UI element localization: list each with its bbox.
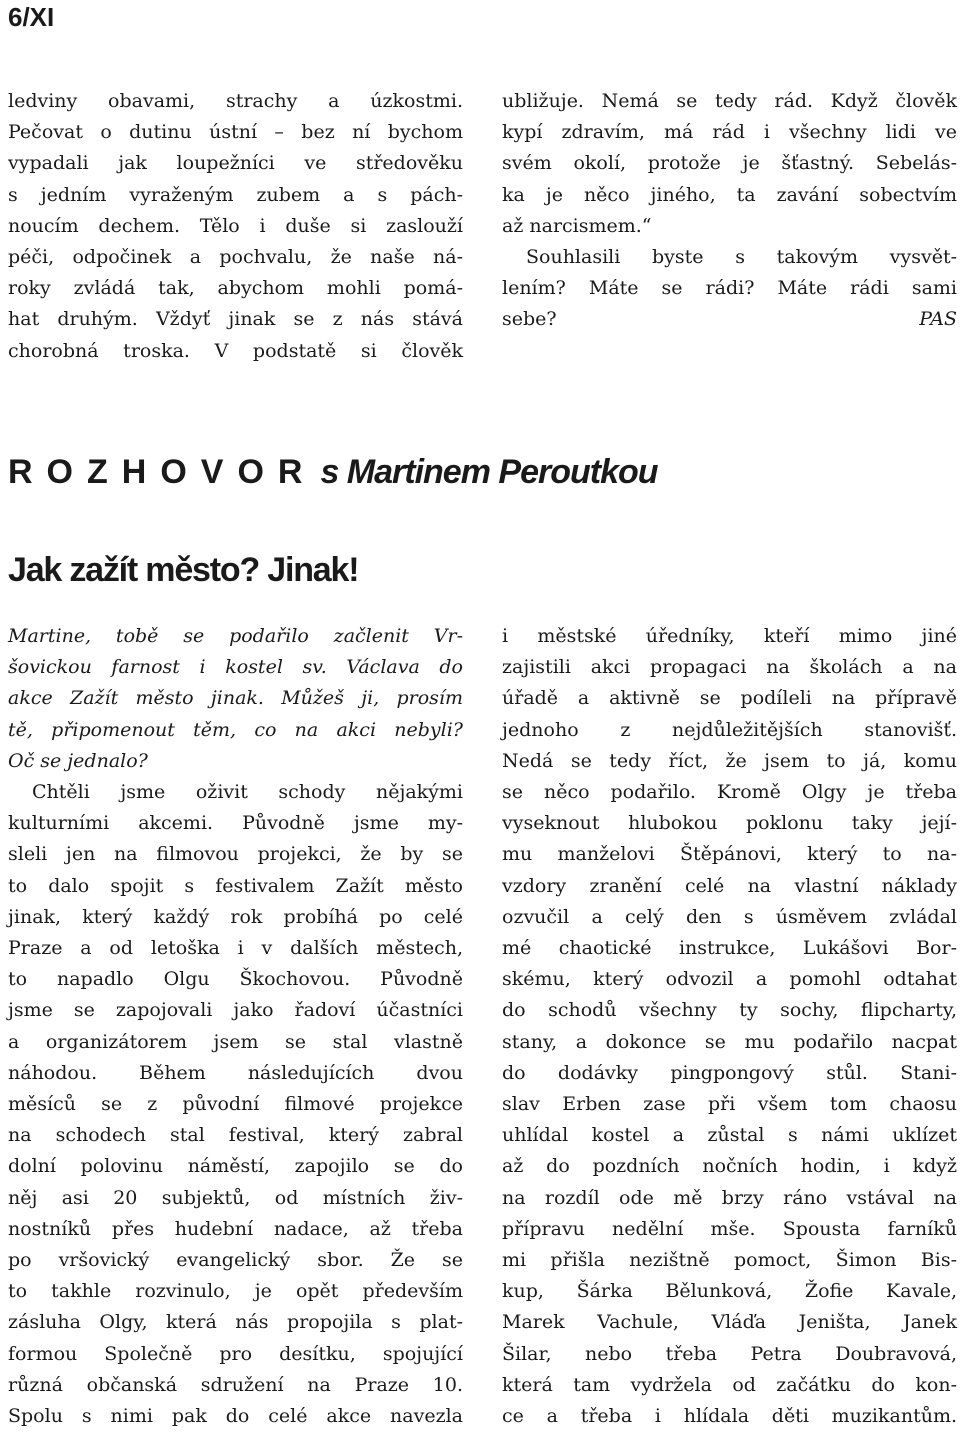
bottom-left-column	[8, 621, 463, 1432]
answer-line: to dalo spojit s festivalem Zažít město	[8, 874, 463, 897]
text-line: ka je něco jiného, ta zavání sobectvím	[502, 183, 957, 206]
answer-line: vzdory zranění celé na vlastní náklady	[502, 874, 957, 897]
answer-line: dolní polovinu náměstí, zapojilo se do	[8, 1155, 463, 1178]
page-number: 6/XI	[8, 2, 55, 32]
answer-line: formou Společně pro desítku, spojující	[8, 1342, 463, 1365]
text-line: s jedním vyraženým zubem a s pách-	[8, 183, 463, 206]
question-line: Martine, tobě se podařilo začlenit Vr-	[8, 625, 463, 647]
text-line: lením? Máte se rádi? Máte rádi sami	[502, 277, 957, 300]
text-line: až narcismem.“	[502, 214, 652, 237]
answer-line: měsíců se z původní filmové projekce	[8, 1093, 463, 1116]
answer-line: a organizátorem jsem se stal vlastně	[8, 1030, 463, 1053]
text-line: svém okolí, protože je šťastný. Sebelás-	[502, 152, 957, 175]
answer-line: vyseknout hlubokou poklonu taky její-	[502, 812, 957, 835]
question-line: Oč se jednalo?	[8, 749, 148, 772]
answer-line: Chtěli jsme oživit schody nějakými	[32, 781, 463, 804]
answer-line: Spolu s nimi pak do celé akce navezla	[8, 1405, 463, 1428]
answer-line: sleli jen na filmovou projekci, že by se	[8, 843, 463, 866]
answer-line: kulturními akcemi. Původně jsme my-	[8, 812, 463, 835]
top-left-column	[8, 86, 463, 367]
text-line: kypí zdravím, má rád i všechny lidi ve	[502, 121, 957, 144]
answer-line: nostníků přes hudební nadace, až třeba	[8, 1217, 463, 1240]
top-right-column	[502, 86, 957, 336]
question-line: akce Zažít město jinak. Můžeš ji, prosím	[8, 687, 463, 710]
text-line: vypadali jak loupežníci ve středověku	[8, 152, 463, 175]
answer-line: to takhle rozvinulo, je opět především	[8, 1280, 463, 1303]
answer-line: jednoho z nejdůležitějších stanovišť.	[502, 718, 957, 741]
answer-line: která tam vydržela od začátku do kon-	[502, 1373, 957, 1396]
text-line: noucím dechem. Tělo i duše si zaslouží	[8, 214, 463, 237]
answer-line: na rozdíl ode mě brzy ráno vstával na	[502, 1186, 957, 1209]
text-line: ledviny obavami, strachy a úzkostmi.	[8, 90, 463, 112]
text-line: péči, odpočinek a pochvalu, že naše ná-	[8, 246, 463, 269]
answer-line: i městské úředníky, kteří mimo jiné	[502, 625, 957, 647]
answer-line: na schodech stal festival, který zabral	[8, 1124, 463, 1147]
answer-line: zajistili akci propagaci na školách a na	[502, 656, 957, 679]
answer-line: mé chaotické instrukce, Lukášovi Bor-	[502, 937, 957, 960]
text-line: hat druhým. Vždyť jinak se z nás stává	[8, 308, 463, 331]
text-line: Souhlasili byste s takovým vysvět-	[526, 246, 957, 269]
answer-line: do dodávky pingpongový stůl. Stani-	[502, 1061, 957, 1084]
article-title: Jak zažít město? Jinak!	[8, 551, 359, 589]
bottom-right-column	[502, 621, 957, 1432]
answer-line: skému, který odvozil a pomohl odtahat	[502, 968, 957, 991]
question-line: šovickou farnost i kostel sv. Václava do	[8, 656, 463, 679]
answer-line: to napadlo Olgu Škochovou. Původně	[8, 968, 463, 991]
answer-line: zásluha Olgy, která nás propojila s plat-	[8, 1311, 463, 1334]
answer-line: slav Erben zase při všem tom chaosu	[502, 1093, 957, 1116]
answer-line: různá občanská sdružení na Praze 10.	[8, 1373, 463, 1396]
answer-line: mi přišla nezištně pomoct, Šimon Bis-	[502, 1249, 957, 1272]
interview-subject: s Martinem Peroutkou	[320, 453, 658, 491]
answer-line: Šilar, nebo třeba Petra Doubravová,	[502, 1342, 957, 1365]
author-signature: PAS	[919, 308, 957, 331]
answer-line: Nedá se tedy říct, že jsem to já, komu	[502, 749, 957, 772]
answer-line: úřadě a aktivně se podíleli na přípravě	[502, 687, 957, 710]
answer-line: jsme se zapojovali jako řadoví účastníci	[8, 999, 463, 1022]
answer-line: po vršovický evangelický sbor. Že se	[8, 1249, 463, 1272]
text-line: Pečovat o dutinu ústní – bez ní bychom	[8, 121, 463, 144]
text-line-with-signature	[502, 304, 957, 335]
answer-line: ozvučil a celý den s úsměvem zvládal	[502, 905, 957, 928]
answer-line: do schodů všechny ty sochy, flipcharty,	[502, 999, 957, 1022]
text-line: chorobná troska. V podstatě si člověk	[8, 339, 463, 362]
answer-line: až do pozdních nočních hodin, i když	[502, 1155, 957, 1178]
text-line-end: sebe?	[502, 308, 557, 331]
answer-line: ce a třeba i hlídala děti muzikantům.	[502, 1405, 957, 1428]
answer-line: něj asi 20 subjektů, od místních živ-	[8, 1186, 463, 1209]
question-line: tě, připomenout těm, co na akci nebyli?	[8, 718, 463, 741]
answer-line: stany, a dokonce se mu podařilo nacpat	[502, 1030, 957, 1053]
answer-line: mu manželovi Štěpánovi, který to na-	[502, 843, 957, 866]
interview-heading	[8, 453, 658, 492]
interview-label: ROZHOVOR	[8, 453, 317, 491]
answer-line: se něco podařilo. Kromě Olgy je třeba	[502, 781, 957, 804]
answer-line: náhodou. Během následujících dvou	[8, 1061, 463, 1084]
answer-line: jinak, který každý rok probíhá po celé	[8, 905, 463, 928]
answer-line: přípravu nedělní mše. Spousta farníků	[502, 1217, 957, 1240]
text-line: ubližuje. Nemá se tedy rád. Když člověk	[502, 90, 957, 112]
answer-line: uhlídal kostel a zůstal s námi uklízet	[502, 1124, 957, 1147]
answer-line: kup, Šárka Bělunková, Žofie Kavale,	[502, 1280, 957, 1303]
text-line: roky zvládá tak, abychom mohli pomá-	[8, 277, 463, 300]
answer-line: Praze a od letoška i v dalších městech,	[8, 937, 463, 960]
answer-line: Marek Vachule, Vláďa Jeništa, Janek	[502, 1311, 957, 1334]
